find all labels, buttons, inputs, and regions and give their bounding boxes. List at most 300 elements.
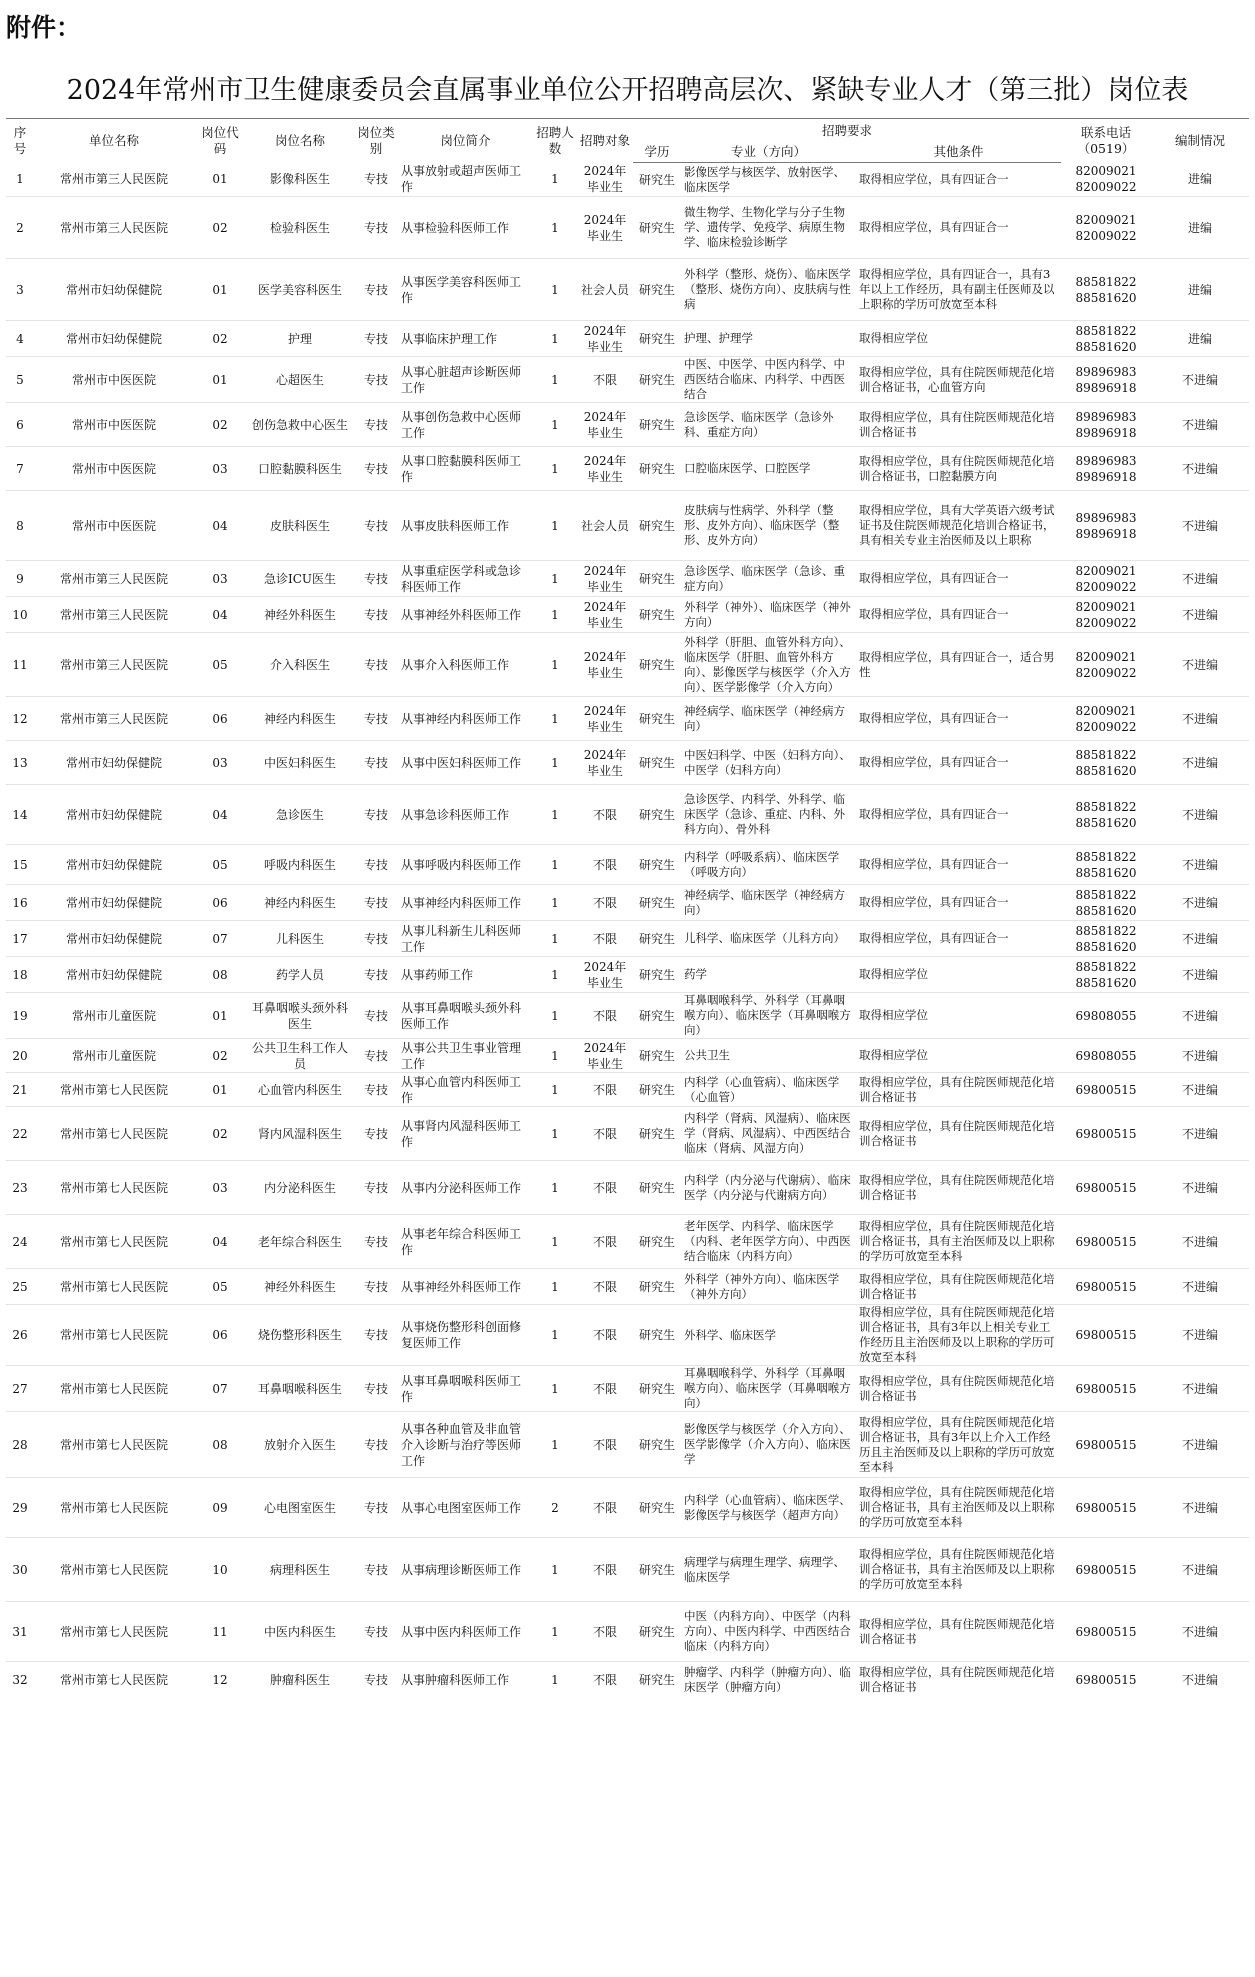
cell-unit: 常州市第三人民医院	[59, 220, 168, 235]
cell-target: 不限	[592, 931, 617, 946]
cell-phone	[1061, 1161, 1151, 1215]
cell-other: 取得相应学位，具有四证合一	[859, 755, 1009, 769]
phone-number: 88581822	[1075, 747, 1137, 762]
cell-category: 专技	[363, 931, 388, 946]
cell-intro: 从事中医内科医师工作	[401, 1624, 522, 1639]
cell-count: 1	[551, 220, 559, 235]
cell-target: 2024年毕业生	[583, 563, 627, 594]
cell-major: 中医（内科方向）、中医学（内科方向）、中医内科学、中西医结合临床（内科方向）	[684, 1609, 851, 1653]
phone-number: 88581620	[1075, 763, 1137, 778]
cell-unit: 常州市妇幼保健院	[65, 755, 162, 770]
cell-unit: 常州市妇幼保健院	[65, 967, 162, 982]
cell-no: 18	[12, 967, 28, 982]
cell-count: 1	[551, 1562, 559, 1577]
cell-major: 外科学（整形、烧伤）、临床医学（整形、烧伤方向）、皮肤病与性病	[684, 267, 851, 311]
phone-number: 89896918	[1075, 425, 1137, 440]
cell-code: 11	[212, 1624, 228, 1639]
cell-no: 31	[12, 1624, 28, 1639]
cell-intro: 从事急诊科医师工作	[401, 807, 510, 822]
cell-count: 1	[551, 857, 559, 872]
phone-number: 88581620	[1075, 815, 1137, 830]
cell-target: 不限	[592, 1624, 617, 1639]
cell-count: 1	[551, 931, 559, 946]
cell-count: 1	[551, 711, 559, 726]
cell-code: 08	[212, 967, 228, 982]
table-row	[6, 1366, 1249, 1412]
phone-number: 88581822	[1075, 887, 1137, 902]
cell-intro: 从事儿科新生儿科医师工作	[401, 923, 522, 954]
cell-position: 创伤急救中心医生	[251, 417, 348, 432]
cell-major: 内科学（肾病、风湿病）、临床医学（肾病、风湿病）、中西医结合临床（肾病、风湿方向）	[684, 1111, 851, 1155]
document-title: 2024年常州市卫生健康委员会直属事业单位公开招聘高层次、紧缺专业人才（第三批）岗位表	[66, 75, 1189, 106]
phone-number: 82009022	[1075, 615, 1137, 630]
cell-intro: 从事中医妇科医师工作	[401, 755, 522, 770]
cell-no: 13	[12, 755, 28, 770]
cell-code: 01	[212, 1082, 228, 1097]
cell-position: 儿科医生	[275, 931, 324, 946]
cell-major: 内科学（心血管病）、临床医学、影像医学与核医学（超声方向）	[684, 1492, 851, 1522]
cell-code: 02	[212, 417, 228, 432]
cell-education: 研究生	[638, 1500, 675, 1515]
cell-category: 专技	[363, 461, 388, 476]
cell-code: 04	[212, 1234, 228, 1249]
cell-phone	[1061, 321, 1151, 357]
cell-staffing: 不进编	[1181, 1279, 1218, 1294]
table-row	[6, 1602, 1249, 1662]
cell-major: 急诊医学、临床医学（急诊外科、重症方向）	[684, 409, 834, 439]
cell-education: 研究生	[638, 1048, 675, 1063]
cell-education: 研究生	[638, 1082, 675, 1097]
table-row	[6, 1107, 1249, 1161]
cell-target: 不限	[592, 1562, 617, 1577]
cell-other: 取得相应学位，具有住院医师规范化培训合格证书	[859, 409, 1055, 439]
cell-no: 17	[12, 931, 28, 946]
cell-count: 1	[551, 461, 559, 476]
cell-category: 专技	[363, 711, 388, 726]
phone-number: 69800515	[1075, 1082, 1137, 1097]
cell-category: 专技	[363, 1048, 388, 1063]
cell-other: 取得相应学位，具有住院医师规范化培训合格证书，具有主治医师及以上职称的学历可放宽至本科	[859, 1547, 1055, 1591]
cell-unit: 常州市妇幼保健院	[65, 331, 162, 346]
cell-count: 1	[551, 607, 559, 622]
cell-category: 专技	[363, 1234, 388, 1249]
cell-category: 专技	[363, 372, 388, 387]
cell-staffing: 不进编	[1181, 1672, 1218, 1687]
cell-category: 专技	[363, 1562, 388, 1577]
cell-education: 研究生	[638, 1279, 675, 1294]
cell-phone	[1061, 921, 1151, 957]
cell-unit: 常州市第七人民医院	[59, 1437, 168, 1452]
cell-code: 01	[212, 372, 228, 387]
table-row	[6, 163, 1249, 197]
cell-phone	[1061, 697, 1151, 741]
cell-phone	[1061, 447, 1151, 491]
cell-no: 15	[12, 857, 28, 872]
cell-no: 25	[12, 1279, 28, 1294]
table-row	[6, 885, 1249, 921]
cell-education: 研究生	[638, 1624, 675, 1639]
header-code: 岗位代码	[194, 119, 246, 163]
cell-position: 心超医生	[275, 372, 324, 387]
cell-target: 不限	[592, 1008, 617, 1023]
cell-no: 9	[16, 571, 24, 586]
phone-number: 82009022	[1075, 228, 1137, 243]
phone-number: 88581822	[1075, 274, 1137, 289]
cell-unit: 常州市第三人民医院	[59, 172, 168, 187]
cell-code: 02	[212, 1048, 228, 1063]
phone-number: 82009021	[1075, 164, 1137, 179]
cell-target: 2024年毕业生	[583, 747, 627, 778]
cell-major: 耳鼻咽喉科学、外科学（耳鼻咽喉方向）、临床医学（耳鼻咽喉方向）	[684, 993, 851, 1037]
cell-education: 研究生	[638, 172, 675, 187]
cell-code: 05	[212, 857, 228, 872]
cell-category: 专技	[363, 1126, 388, 1141]
table-row	[6, 597, 1249, 633]
cell-target: 不限	[592, 1500, 617, 1515]
phone-number: 88581620	[1075, 903, 1137, 918]
cell-count: 1	[551, 1437, 559, 1452]
cell-code: 05	[212, 1279, 228, 1294]
cell-education: 研究生	[638, 1328, 675, 1342]
positions-table	[6, 118, 1249, 1698]
cell-no: 26	[12, 1328, 28, 1342]
cell-other: 取得相应学位	[859, 1048, 928, 1062]
header-count: 招聘人数	[533, 119, 577, 163]
cell-phone	[1061, 741, 1151, 785]
cell-category: 专技	[363, 895, 388, 910]
header-education: 学历	[633, 143, 681, 163]
cell-major: 肿瘤学、内科学（肿瘤方向）、临床医学（肿瘤方向）	[684, 1664, 851, 1694]
table-row	[6, 491, 1249, 561]
cell-other: 取得相应学位，具有住院医师规范化培训合格证书，口腔黏膜方向	[859, 453, 1055, 483]
table-row	[6, 785, 1249, 845]
cell-code: 05	[212, 657, 228, 672]
cell-unit: 常州市第七人民医院	[59, 1234, 168, 1249]
cell-education: 研究生	[638, 895, 675, 910]
cell-no: 21	[12, 1082, 28, 1097]
cell-phone	[1061, 1662, 1151, 1698]
phone-number: 69800515	[1075, 1624, 1137, 1639]
cell-no: 27	[12, 1381, 28, 1396]
cell-count: 1	[551, 571, 559, 586]
phone-number: 88581822	[1075, 849, 1137, 864]
cell-no: 8	[16, 518, 24, 533]
cell-no: 2	[16, 220, 24, 235]
table-row	[6, 1039, 1249, 1073]
table-row	[6, 957, 1249, 993]
cell-other: 取得相应学位，具有四证合一	[859, 857, 1009, 871]
cell-other: 取得相应学位，具有大学英语六级考试证书及住院医师规范化培训合格证书，具有相关专业主治医师及以上职称	[859, 503, 1055, 547]
table-row	[6, 633, 1249, 697]
cell-phone	[1061, 785, 1151, 845]
phone-number: 69800515	[1075, 1279, 1137, 1294]
cell-count: 1	[551, 967, 559, 982]
cell-phone	[1061, 1412, 1151, 1478]
cell-count: 1	[551, 172, 559, 187]
phone-number: 82009021	[1075, 563, 1137, 578]
cell-staffing: 不进编	[1181, 657, 1218, 672]
cell-category: 专技	[363, 571, 388, 586]
cell-intro: 从事临床护理工作	[401, 331, 498, 346]
cell-phone	[1061, 1107, 1151, 1161]
cell-staffing: 不进编	[1181, 1381, 1218, 1396]
table-row	[6, 1412, 1249, 1478]
cell-count: 1	[551, 1279, 559, 1294]
cell-code: 01	[212, 1008, 228, 1023]
cell-major: 老年医学、内科学、临床医学（内科、老年医学方向）、中西医结合临床（内科方向）	[684, 1219, 851, 1263]
phone-number: 69800515	[1075, 1672, 1137, 1687]
cell-intro: 从事心电图室医师工作	[401, 1500, 522, 1515]
cell-category: 专技	[363, 807, 388, 822]
cell-other: 取得相应学位，具有住院医师规范化培训合格证书	[859, 1172, 1055, 1202]
table-row	[6, 561, 1249, 597]
table-row	[6, 1538, 1249, 1602]
cell-no: 10	[12, 607, 28, 622]
cell-no: 32	[12, 1672, 28, 1687]
table-row	[6, 921, 1249, 957]
cell-unit: 常州市第七人民医院	[59, 1328, 168, 1342]
cell-position: 老年综合科医生	[257, 1234, 342, 1249]
cell-other: 取得相应学位，具有住院医师规范化培训合格证书，具有主治医师及以上职称的学历可放宽至本科	[859, 1485, 1055, 1529]
cell-phone	[1061, 163, 1151, 197]
cell-category: 专技	[363, 755, 388, 770]
header-category: 岗位类别	[354, 119, 398, 163]
cell-unit: 常州市儿童医院	[71, 1048, 156, 1063]
cell-category: 专技	[363, 857, 388, 872]
phone-number: 89896983	[1075, 510, 1137, 525]
cell-intro: 从事口腔黏膜科医师工作	[401, 453, 522, 484]
cell-other: 取得相应学位	[859, 1008, 928, 1022]
cell-position: 耳鼻咽喉科医生	[257, 1381, 342, 1396]
cell-staffing: 不进编	[1181, 807, 1218, 822]
phone-number: 89896918	[1075, 380, 1137, 395]
cell-code: 03	[212, 571, 228, 586]
cell-intro: 从事检验科医师工作	[401, 220, 510, 235]
table-row	[6, 321, 1249, 357]
cell-intro: 从事皮肤科医师工作	[401, 518, 510, 533]
table-row	[6, 993, 1249, 1039]
cell-other: 取得相应学位，具有四证合一	[859, 607, 1009, 621]
table-row	[6, 1161, 1249, 1215]
cell-target: 2024年毕业生	[583, 959, 627, 990]
phone-number: 88581620	[1075, 865, 1137, 880]
cell-count: 1	[551, 807, 559, 822]
cell-unit: 常州市中医医院	[71, 461, 156, 476]
cell-position: 心电图室医生	[263, 1500, 336, 1515]
cell-other: 取得相应学位，具有住院医师规范化培训合格证书，具有主治医师及以上职称的学历可放宽至本科	[859, 1219, 1055, 1263]
cell-category: 专技	[363, 967, 388, 982]
cell-phone	[1061, 1478, 1151, 1538]
cell-no: 14	[12, 807, 28, 822]
cell-no: 22	[12, 1126, 28, 1141]
phone-number: 82009021	[1075, 212, 1137, 227]
phone-number: 82009022	[1075, 665, 1137, 680]
cell-phone	[1061, 957, 1151, 993]
cell-education: 研究生	[638, 282, 675, 297]
table-row	[6, 447, 1249, 491]
cell-category: 专技	[363, 1180, 388, 1195]
cell-other: 取得相应学位，具有四证合一	[859, 571, 1009, 585]
cell-target: 不限	[592, 1082, 617, 1097]
cell-code: 06	[212, 1328, 228, 1342]
cell-position: 医学美容科医生	[257, 282, 342, 297]
cell-education: 研究生	[638, 857, 675, 872]
cell-position: 肾内风湿科医生	[257, 1126, 342, 1141]
phone-number: 88581822	[1075, 959, 1137, 974]
cell-major: 神经病学、临床医学（神经病方向）	[684, 887, 845, 917]
cell-position: 病理科医生	[269, 1562, 330, 1577]
cell-position: 公共卫生科工作人员	[251, 1040, 348, 1071]
cell-unit: 常州市第三人民医院	[59, 657, 168, 672]
cell-education: 研究生	[638, 571, 675, 586]
cell-unit: 常州市第三人民医院	[59, 711, 168, 726]
cell-target: 2024年毕业生	[583, 409, 627, 440]
cell-intro: 从事各种血管及非血管介入诊断与治疗等医师工作	[401, 1421, 522, 1468]
cell-intro: 从事病理诊断医师工作	[401, 1562, 522, 1577]
table-row	[6, 357, 1249, 403]
cell-unit: 常州市妇幼保健院	[65, 857, 162, 872]
phone-number: 82009021	[1075, 599, 1137, 614]
cell-staffing: 不进编	[1181, 417, 1218, 432]
cell-no: 12	[12, 711, 28, 726]
cell-code: 01	[212, 172, 228, 187]
cell-unit: 常州市儿童医院	[71, 1008, 156, 1023]
cell-phone	[1061, 561, 1151, 597]
cell-major: 内科学（心血管病）、临床医学（心血管）	[684, 1074, 840, 1104]
cell-unit: 常州市妇幼保健院	[65, 895, 162, 910]
cell-staffing: 不进编	[1181, 1180, 1218, 1195]
cell-position: 中医内科医生	[263, 1624, 336, 1639]
cell-staffing: 不进编	[1181, 372, 1218, 387]
phone-number: 69800515	[1075, 1180, 1137, 1195]
phone-number: 88581620	[1075, 339, 1137, 354]
cell-position: 药学人员	[275, 967, 324, 982]
cell-unit: 常州市第三人民医院	[59, 607, 168, 622]
cell-major: 药学	[684, 967, 707, 981]
cell-phone	[1061, 1366, 1151, 1412]
cell-no: 19	[12, 1008, 28, 1023]
cell-major: 外科学（神外方向）、临床医学（神外方向）	[684, 1271, 840, 1301]
cell-count: 1	[551, 1234, 559, 1249]
phone-number: 88581620	[1075, 975, 1137, 990]
cell-staffing: 不进编	[1181, 571, 1218, 586]
cell-staffing: 不进编	[1181, 895, 1218, 910]
table-row	[6, 1269, 1249, 1305]
cell-unit: 常州市妇幼保健院	[65, 807, 162, 822]
cell-education: 研究生	[638, 331, 675, 346]
cell-target: 不限	[592, 372, 617, 387]
cell-category: 专技	[363, 1008, 388, 1023]
cell-intro: 从事老年综合科医师工作	[401, 1226, 522, 1257]
cell-count: 1	[551, 417, 559, 432]
cell-count: 1	[551, 1624, 559, 1639]
cell-unit: 常州市第七人民医院	[59, 1180, 168, 1195]
cell-intro: 从事创伤急救中心医师工作	[401, 409, 522, 440]
table-row	[6, 1662, 1249, 1698]
phone-number: 88581822	[1075, 923, 1137, 938]
cell-other: 取得相应学位，具有四证合一	[859, 220, 1009, 234]
phone-number: 89896983	[1075, 409, 1137, 424]
cell-target: 不限	[592, 1381, 617, 1396]
cell-education: 研究生	[638, 518, 675, 533]
cell-other: 取得相应学位，具有四证合一，具有3年以上工作经历，具有副主任医师及以上职称的学历可放宽至本科	[859, 267, 1055, 311]
table-row	[6, 1073, 1249, 1107]
cell-count: 1	[551, 895, 559, 910]
cell-position: 心血管内科医生	[257, 1082, 342, 1097]
cell-no: 11	[12, 657, 28, 672]
cell-code: 02	[212, 1126, 228, 1141]
table-row	[6, 197, 1249, 259]
table-row	[6, 1305, 1249, 1366]
cell-staffing: 不进编	[1181, 1328, 1218, 1342]
cell-position: 口腔黏膜科医生	[257, 461, 342, 476]
cell-other: 取得相应学位	[859, 967, 928, 981]
cell-intro: 从事公共卫生事业管理工作	[401, 1040, 522, 1071]
table-row	[6, 741, 1249, 785]
cell-phone	[1061, 403, 1151, 447]
header-position: 岗位名称	[246, 119, 354, 163]
phone-number: 69800515	[1075, 1437, 1137, 1452]
cell-intro: 从事心血管内科医师工作	[401, 1074, 522, 1105]
cell-phone	[1061, 1039, 1151, 1073]
cell-target: 不限	[592, 1126, 617, 1141]
cell-code: 10	[212, 1562, 228, 1577]
cell-staffing: 不进编	[1181, 607, 1218, 622]
cell-unit: 常州市第三人民医院	[59, 571, 168, 586]
cell-code: 08	[212, 1437, 228, 1452]
phone-number: 88581822	[1075, 799, 1137, 814]
cell-intro: 从事耳鼻咽喉头颈外科医师工作	[401, 1000, 522, 1031]
cell-other: 取得相应学位，具有住院医师规范化培训合格证书	[859, 1118, 1055, 1148]
cell-code: 03	[212, 461, 228, 476]
cell-category: 专技	[363, 1381, 388, 1396]
cell-unit: 常州市第七人民医院	[59, 1082, 168, 1097]
cell-phone	[1061, 357, 1151, 403]
phone-number: 89896918	[1075, 526, 1137, 541]
cell-category: 专技	[363, 1672, 388, 1687]
cell-phone	[1061, 885, 1151, 921]
cell-position: 烧伤整形科医生	[257, 1328, 342, 1342]
cell-education: 研究生	[638, 755, 675, 770]
phone-number: 89896983	[1075, 453, 1137, 468]
cell-no: 5	[16, 372, 24, 387]
cell-intro: 从事烧伤整形科创面修复医师工作	[401, 1320, 522, 1350]
cell-unit: 常州市第七人民医院	[59, 1562, 168, 1577]
cell-target: 不限	[592, 1328, 617, 1342]
cell-major: 外科学（神外）、临床医学（神外方向）	[684, 599, 851, 629]
cell-unit: 常州市第七人民医院	[59, 1624, 168, 1639]
phone-number: 89896918	[1075, 469, 1137, 484]
cell-education: 研究生	[638, 607, 675, 622]
cell-education: 研究生	[638, 807, 675, 822]
cell-code: 07	[212, 1381, 228, 1396]
cell-count: 1	[551, 518, 559, 533]
cell-staffing: 进编	[1187, 331, 1212, 346]
cell-phone	[1061, 1215, 1151, 1269]
cell-target: 不限	[592, 807, 617, 822]
phone-number: 88581620	[1075, 939, 1137, 954]
table-row	[6, 1478, 1249, 1538]
phone-number: 82009021	[1075, 649, 1137, 664]
cell-target: 社会人员	[580, 518, 629, 533]
cell-no: 1	[16, 172, 24, 187]
cell-code: 09	[212, 1500, 228, 1515]
cell-staffing: 不进编	[1181, 1048, 1218, 1063]
cell-intro: 从事药师工作	[401, 967, 474, 982]
cell-code: 06	[212, 895, 228, 910]
cell-count: 1	[551, 1048, 559, 1063]
cell-major: 内科学（内分泌与代谢病）、临床医学（内分泌与代谢病方向）	[684, 1172, 851, 1202]
